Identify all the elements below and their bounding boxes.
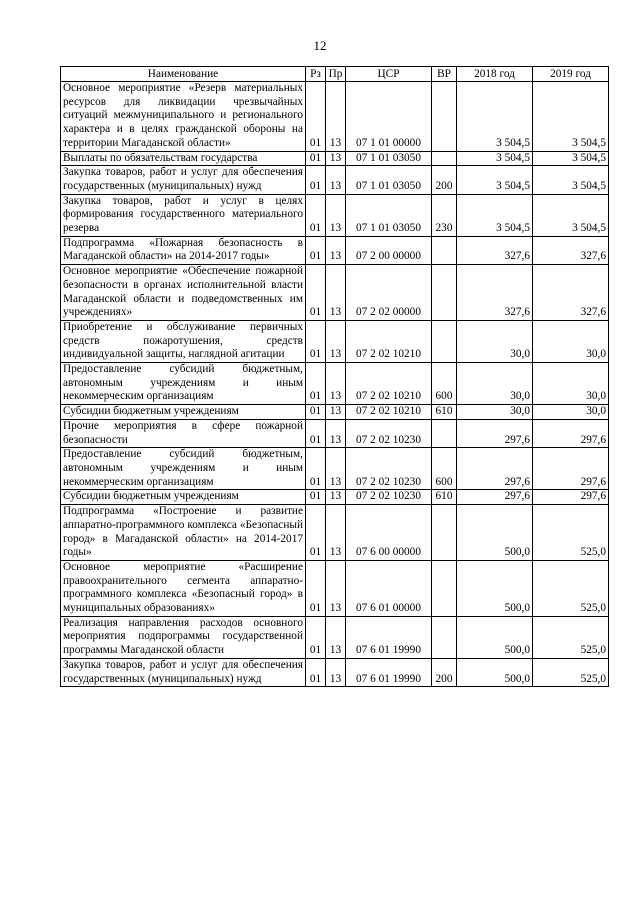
row-2019: 327,6 (533, 265, 609, 321)
row-pr: 13 (326, 490, 346, 505)
row-name: Закупка товаров, работ и услуг для обеспечения государственных (муниципальных) нужд (61, 166, 306, 194)
row-vr: 610 (432, 490, 457, 505)
row-2018: 500,0 (457, 560, 533, 616)
row-pr: 13 (326, 265, 346, 321)
row-2019: 297,6 (533, 448, 609, 490)
row-2018: 500,0 (457, 658, 533, 686)
row-2018: 30,0 (457, 405, 533, 420)
header-csr: ЦСР (346, 67, 432, 82)
table-row (61, 265, 609, 321)
row-2018: 3 504,5 (457, 194, 533, 236)
row-2018: 297,6 (457, 490, 533, 505)
row-vr (432, 265, 457, 321)
row-vr: 200 (432, 658, 457, 686)
row-name: Основное мероприятие «Расширение правоохранительного сегмента аппаратно-программного комплекса «Безопасный город» в муниципальных образованиях» (61, 560, 306, 616)
row-rz: 01 (306, 166, 326, 194)
row-vr (432, 616, 457, 658)
row-csr: 07 2 02 10210 (346, 320, 432, 362)
row-csr: 07 1 01 03050 (346, 166, 432, 194)
row-2019: 30,0 (533, 320, 609, 362)
row-csr: 07 6 00 00000 (346, 505, 432, 561)
row-name: Предоставление субсидий бюджетным, автономным учреждениям и иным некоммерческим организациям (61, 448, 306, 490)
table-row (61, 616, 609, 658)
row-pr: 13 (326, 82, 346, 152)
row-pr: 13 (326, 405, 346, 420)
row-pr: 13 (326, 320, 346, 362)
page-number: 12 (313, 38, 327, 53)
row-rz: 01 (306, 616, 326, 658)
row-csr: 07 2 02 10230 (346, 448, 432, 490)
row-name: Субсидии бюджетным учреждениям (61, 405, 306, 420)
row-rz: 01 (306, 194, 326, 236)
row-vr: 600 (432, 448, 457, 490)
header-pr: Пр (326, 67, 346, 82)
row-2018: 3 504,5 (457, 151, 533, 166)
table-row (61, 320, 609, 362)
row-rz: 01 (306, 236, 326, 264)
table-row (61, 194, 609, 236)
table-row (61, 658, 609, 686)
table-row (61, 490, 609, 505)
row-2019: 327,6 (533, 236, 609, 264)
row-2018: 297,6 (457, 419, 533, 447)
row-csr: 07 1 01 00000 (346, 82, 432, 152)
table-row (61, 363, 609, 405)
row-name: Подпрограмма «Пожарная безопасность в Магаданской области» на 2014-2017 годы» (61, 236, 306, 264)
row-2018: 30,0 (457, 363, 533, 405)
row-pr: 13 (326, 658, 346, 686)
row-rz: 01 (306, 560, 326, 616)
row-2019: 30,0 (533, 363, 609, 405)
row-pr: 13 (326, 166, 346, 194)
row-pr: 13 (326, 505, 346, 561)
row-csr: 07 2 02 00000 (346, 265, 432, 321)
row-csr: 07 1 01 03050 (346, 151, 432, 166)
row-vr (432, 151, 457, 166)
row-csr: 07 2 02 10230 (346, 419, 432, 447)
row-rz: 01 (306, 490, 326, 505)
row-2019: 30,0 (533, 405, 609, 420)
row-csr: 07 2 02 10230 (346, 490, 432, 505)
row-rz: 01 (306, 82, 326, 152)
row-rz: 01 (306, 363, 326, 405)
header-vr: ВР (432, 67, 457, 82)
row-vr (432, 560, 457, 616)
header-2018: 2018 год (457, 67, 533, 82)
row-vr (432, 419, 457, 447)
table-row (61, 448, 609, 490)
row-pr: 13 (326, 560, 346, 616)
table-row (61, 419, 609, 447)
row-vr (432, 320, 457, 362)
row-rz: 01 (306, 265, 326, 321)
row-2018: 327,6 (457, 265, 533, 321)
header-rz: Рз (306, 67, 326, 82)
row-rz: 01 (306, 505, 326, 561)
row-csr: 07 2 02 10210 (346, 363, 432, 405)
row-csr: 07 6 01 19990 (346, 658, 432, 686)
row-2019: 3 504,5 (533, 194, 609, 236)
row-2019: 297,6 (533, 419, 609, 447)
row-csr: 07 2 00 00000 (346, 236, 432, 264)
row-name: Субсидии бюджетным учреждениям (61, 490, 306, 505)
row-pr: 13 (326, 616, 346, 658)
row-name: Закупка товаров, работ и услуг для обеспечения государственных (муниципальных) нужд (61, 658, 306, 686)
row-rz: 01 (306, 419, 326, 447)
row-2018: 500,0 (457, 505, 533, 561)
row-name: Предоставление субсидий бюджетным, автономным учреждениям и иным некоммерческим организациям (61, 363, 306, 405)
row-pr: 13 (326, 419, 346, 447)
row-2019: 297,6 (533, 490, 609, 505)
row-2019: 525,0 (533, 616, 609, 658)
row-2018: 3 504,5 (457, 82, 533, 152)
row-name: Закупка товаров, работ и услуг в целях формирования государственного материального резерва (61, 194, 306, 236)
row-2018: 3 504,5 (457, 166, 533, 194)
table-row (61, 82, 609, 152)
header-name: Наименование (61, 67, 306, 82)
row-pr: 13 (326, 236, 346, 264)
row-vr: 600 (432, 363, 457, 405)
row-name: Подпрограмма «Построение и развитие аппаратно-программного комплекса «Безопасный город» в Магаданской области» на 2014-2017 годы» (61, 505, 306, 561)
row-rz: 01 (306, 405, 326, 420)
row-pr: 13 (326, 194, 346, 236)
row-csr: 07 1 01 03050 (346, 194, 432, 236)
table-row (61, 236, 609, 264)
row-2019: 525,0 (533, 560, 609, 616)
row-vr (432, 505, 457, 561)
row-2019: 525,0 (533, 505, 609, 561)
table-row (61, 560, 609, 616)
row-csr: 07 6 01 00000 (346, 560, 432, 616)
row-2019: 525,0 (533, 658, 609, 686)
row-2018: 327,6 (457, 236, 533, 264)
row-2018: 500,0 (457, 616, 533, 658)
row-csr: 07 6 01 19990 (346, 616, 432, 658)
row-2019: 3 504,5 (533, 82, 609, 152)
row-name: Приобретение и обслуживание первичных средств пожаротушения, средств индивидуальной защиты, наглядной агитации (61, 320, 306, 362)
row-vr: 200 (432, 166, 457, 194)
row-name: Реализация направления расходов основного мероприятия подпрограммы государственной программы Магаданской области (61, 616, 306, 658)
row-2019: 3 504,5 (533, 166, 609, 194)
row-pr: 13 (326, 363, 346, 405)
row-vr (432, 82, 457, 152)
row-rz: 01 (306, 151, 326, 166)
table-row (61, 405, 609, 420)
row-rz: 01 (306, 320, 326, 362)
row-vr: 230 (432, 194, 457, 236)
table-row (61, 166, 609, 194)
row-vr (432, 236, 457, 264)
table-row (61, 505, 609, 561)
row-vr: 610 (432, 405, 457, 420)
row-2018: 30,0 (457, 320, 533, 362)
row-name: Основное мероприятие «Резерв материальных ресурсов для ликвидации чрезвычайных ситуаций межмуниципального и регионального характера и в целях гражданской обороны на территории Магаданской области» (61, 82, 306, 152)
table-row (61, 151, 609, 166)
row-2018: 297,6 (457, 448, 533, 490)
row-name: Выплаты по обязательствам государства (61, 151, 306, 166)
row-pr: 13 (326, 151, 346, 166)
table-header-row (61, 67, 609, 82)
row-rz: 01 (306, 448, 326, 490)
row-csr: 07 2 02 10210 (346, 405, 432, 420)
row-pr: 13 (326, 448, 346, 490)
row-2019: 3 504,5 (533, 151, 609, 166)
row-name: Основное мероприятие «Обеспечение пожарной безопасности в органах исполнительной власти Магаданской области и подведомственных им учреждениях» (61, 265, 306, 321)
row-name: Прочие мероприятия в сфере пожарной безопасности (61, 419, 306, 447)
header-2019: 2019 год (533, 67, 609, 82)
row-rz: 01 (306, 658, 326, 686)
budget-table (60, 66, 609, 687)
